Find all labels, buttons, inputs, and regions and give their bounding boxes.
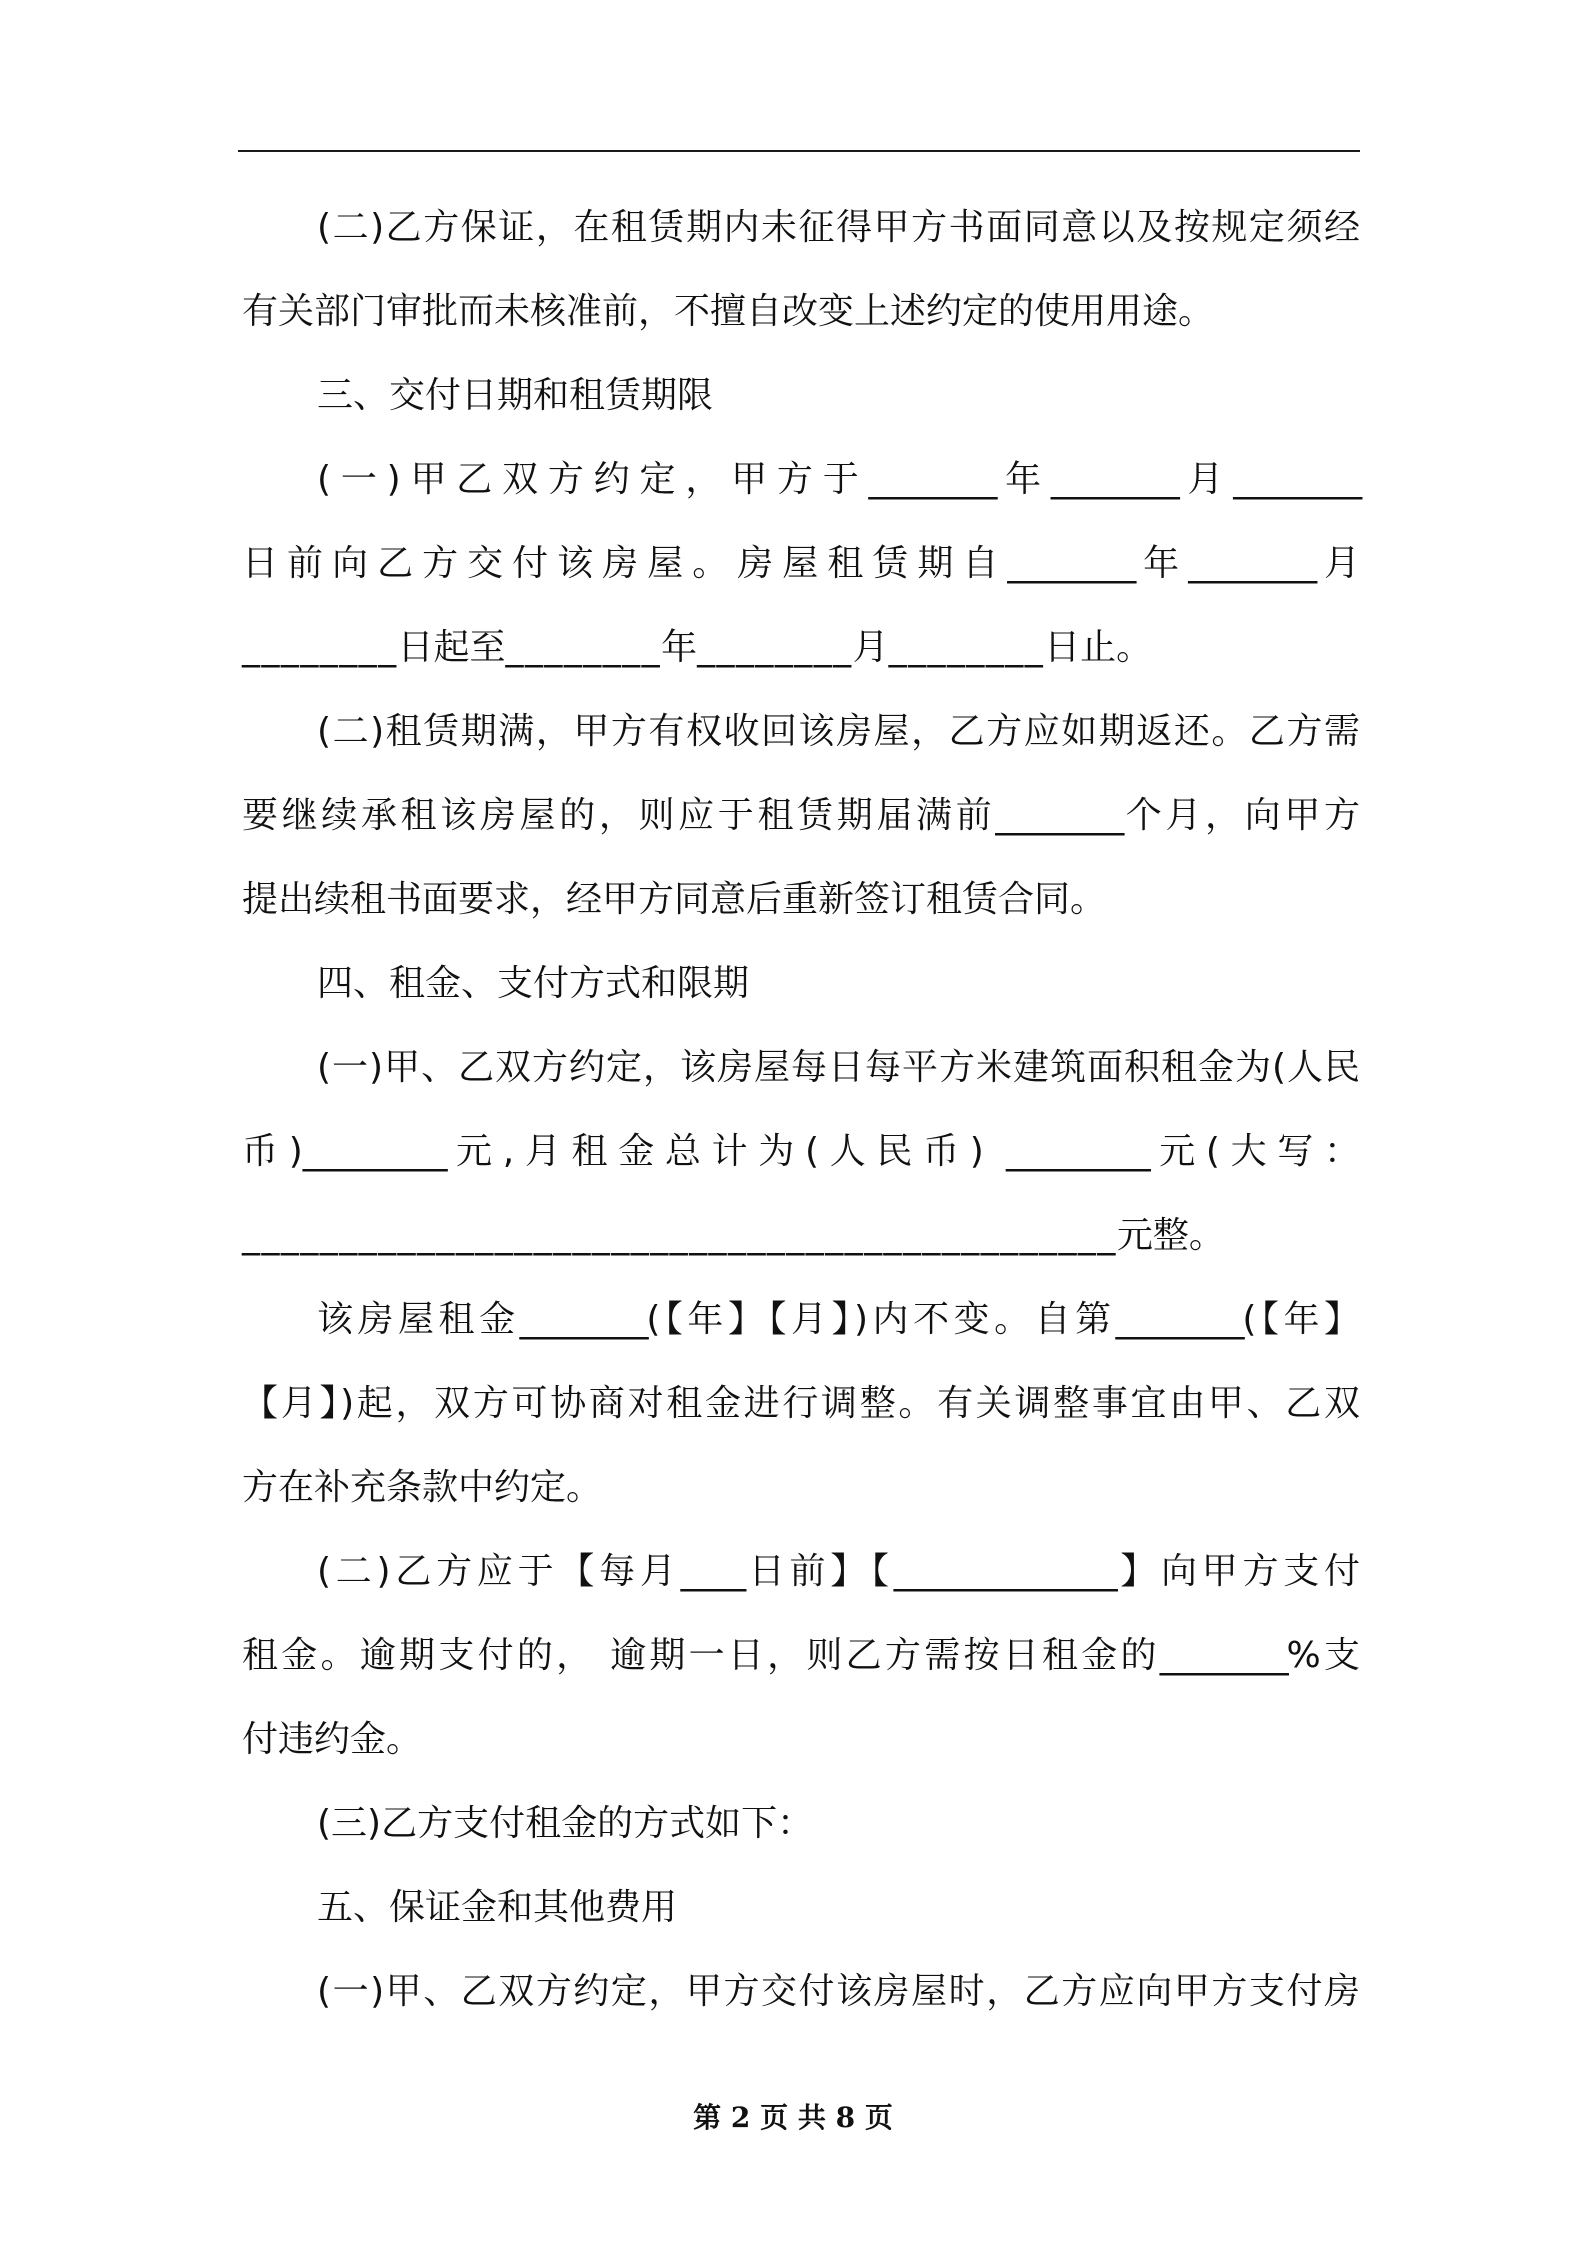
fill-in-blank: ________ — [1050, 459, 1178, 500]
paragraph-line: 【月】)起，双方可协商对租金进行调整。有关调整事宜由甲、乙双 — [242, 1383, 1360, 1424]
fill-in-blank: ________ — [888, 627, 1045, 668]
section-heading: 三、交付日期和租赁期限 — [317, 375, 714, 416]
paragraph-line: (一)甲、乙双方约定，甲方交付该房屋时，乙方应向甲方支付房 — [317, 1971, 1360, 2012]
fill-in-blank: ________ — [1007, 543, 1135, 584]
fill-in-blank: ________ — [1115, 1299, 1243, 1340]
section-heading: 四、租金、支付方式和限期 — [317, 963, 750, 1004]
paragraph-line: (一)甲、乙双方约定，该房屋每日每平方米建筑面积租金为(人民 — [317, 1047, 1360, 1088]
fill-in-blank: ________ — [868, 459, 996, 500]
paragraph-line: 租金。逾期支付的， 逾期一日，则乙方需按日租金的________%支 — [242, 1635, 1360, 1676]
fill-in-blank: ________ — [505, 627, 662, 668]
fill-in-blank: _________ — [1005, 1131, 1149, 1172]
section-heading: 五、保证金和其他费用 — [317, 1887, 678, 1928]
fill-in-blank: _________ — [302, 1131, 446, 1172]
paragraph-line: 该房屋租金________(【年】【月】)内不变。自第________(【年】 — [317, 1299, 1361, 1340]
header-rule — [238, 150, 1360, 152]
fill-in-blank: ________ — [697, 627, 853, 668]
fill-in-blank: ________ — [1233, 459, 1360, 500]
paragraph-line: (二)租赁期满，甲方有权收回该房屋，乙方应如期返还。乙方需 — [317, 711, 1360, 752]
fill-in-blank: ________ — [1159, 1635, 1287, 1676]
fill-in-blank: ________ — [242, 627, 398, 668]
paragraph-line: (二)乙方保证，在租赁期内未征得甲方书面同意以及按规定须经 — [317, 207, 1360, 248]
paragraph-line: 币)_________元,月租金总计为(人民币) _________元(大写： — [242, 1131, 1361, 1172]
fill-in-blank: ________ — [1188, 543, 1315, 584]
paragraph-line: 有关部门审批而未核准前，不擅自改变上述约定的使用用途。 — [242, 291, 1215, 332]
paragraph-line: 付违约金。 — [242, 1719, 423, 1760]
paragraph-line: (一)甲乙双方约定，甲方于________年________月________ — [317, 459, 1360, 500]
paragraph-line: ________日起至________年________月________日止。 — [242, 627, 1153, 668]
page-number: 第 2 页 共 8 页 — [693, 2101, 893, 2134]
paragraph-line: 日前向乙方交付该房屋。房屋租赁期自________年________月 — [242, 543, 1360, 584]
fill-in-blank: _____________________________________________ — [242, 1215, 1117, 1256]
document-body — [242, 186, 1360, 2034]
paragraph-line: (二)乙方应于【每月____日前】【______________】向甲方支付 — [317, 1551, 1360, 1592]
paragraph-line: 方在补充条款中约定。 — [242, 1467, 603, 1508]
fill-in-blank: ____ — [680, 1551, 744, 1592]
fill-in-blank: ________ — [995, 795, 1123, 836]
paragraph-line: 要继续承租该房屋的，则应于租赁期届满前________个月，向甲方 — [242, 795, 1360, 836]
paragraph-line: 提出续租书面要求，经甲方同意后重新签订租赁合同。 — [242, 879, 1107, 920]
fill-in-blank: ______________ — [893, 1551, 1116, 1592]
fill-in-blank: ________ — [519, 1299, 647, 1340]
paragraph-line: _____________________________________________元整。 — [242, 1215, 1225, 1256]
paragraph-line: (三)乙方支付租金的方式如下： — [317, 1803, 814, 1844]
